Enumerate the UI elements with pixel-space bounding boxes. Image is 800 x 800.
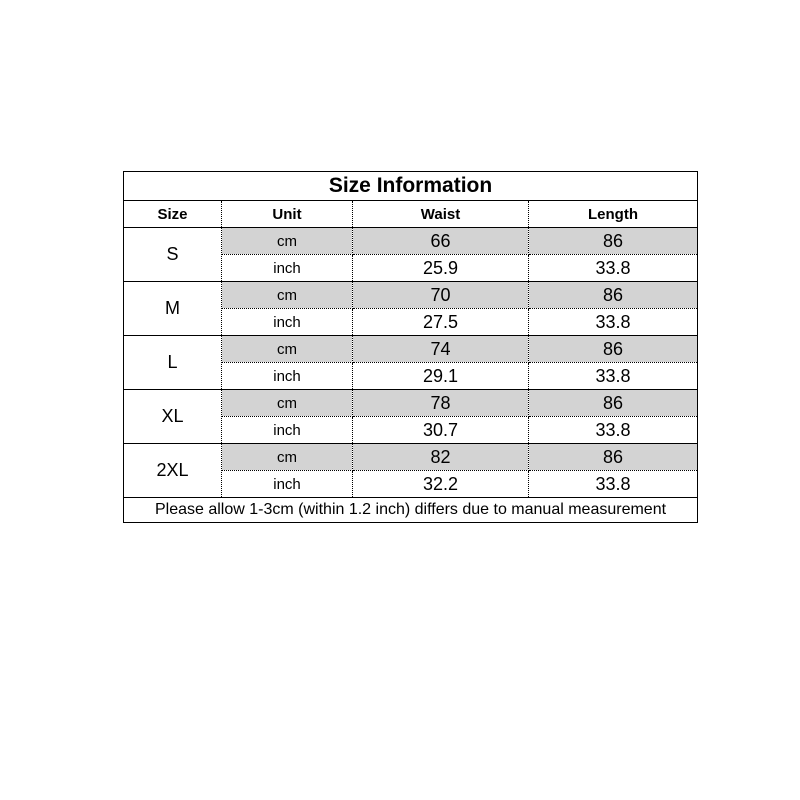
length-value-cm: 86 [529, 444, 698, 471]
waist-value-inch: 27.5 [353, 309, 529, 336]
unit-label-inch: inch [222, 363, 353, 390]
header-unit: Unit [222, 201, 353, 228]
length-value-inch: 33.8 [529, 363, 698, 390]
length-value-inch: 33.8 [529, 309, 698, 336]
size-information-table [123, 171, 698, 523]
unit-label-inch: inch [222, 417, 353, 444]
header-length: Length [529, 201, 698, 228]
size-label: S [124, 228, 222, 282]
header-waist: Waist [353, 201, 529, 228]
unit-label-cm: cm [222, 390, 353, 417]
waist-value-cm: 66 [353, 228, 529, 255]
size-label: 2XL [124, 444, 222, 498]
length-value-inch: 33.8 [529, 471, 698, 498]
length-value-cm: 86 [529, 282, 698, 309]
waist-value-inch: 29.1 [353, 363, 529, 390]
unit-label-inch: inch [222, 309, 353, 336]
unit-label-cm: cm [222, 444, 353, 471]
length-value-inch: 33.8 [529, 417, 698, 444]
waist-value-cm: 82 [353, 444, 529, 471]
length-value-cm: 86 [529, 390, 698, 417]
length-value-inch: 33.8 [529, 255, 698, 282]
size-label: XL [124, 390, 222, 444]
unit-label-inch: inch [222, 471, 353, 498]
waist-value-cm: 70 [353, 282, 529, 309]
waist-value-inch: 32.2 [353, 471, 529, 498]
table-row [124, 336, 698, 363]
unit-label-cm: cm [222, 282, 353, 309]
size-label: M [124, 282, 222, 336]
waist-value-cm: 78 [353, 390, 529, 417]
waist-value-cm: 74 [353, 336, 529, 363]
size-label: L [124, 336, 222, 390]
length-value-cm: 86 [529, 336, 698, 363]
table-row [124, 390, 698, 417]
table-row [124, 444, 698, 471]
length-value-cm: 86 [529, 228, 698, 255]
waist-value-inch: 30.7 [353, 417, 529, 444]
unit-label-inch: inch [222, 255, 353, 282]
table-row [124, 228, 698, 255]
header-size: Size [124, 201, 222, 228]
table-title: Size Information [124, 172, 698, 201]
unit-label-cm: cm [222, 228, 353, 255]
table-row [124, 282, 698, 309]
unit-label-cm: cm [222, 336, 353, 363]
measurement-note: Please allow 1-3cm (within 1.2 inch) differs due to manual measurement [124, 498, 698, 523]
waist-value-inch: 25.9 [353, 255, 529, 282]
